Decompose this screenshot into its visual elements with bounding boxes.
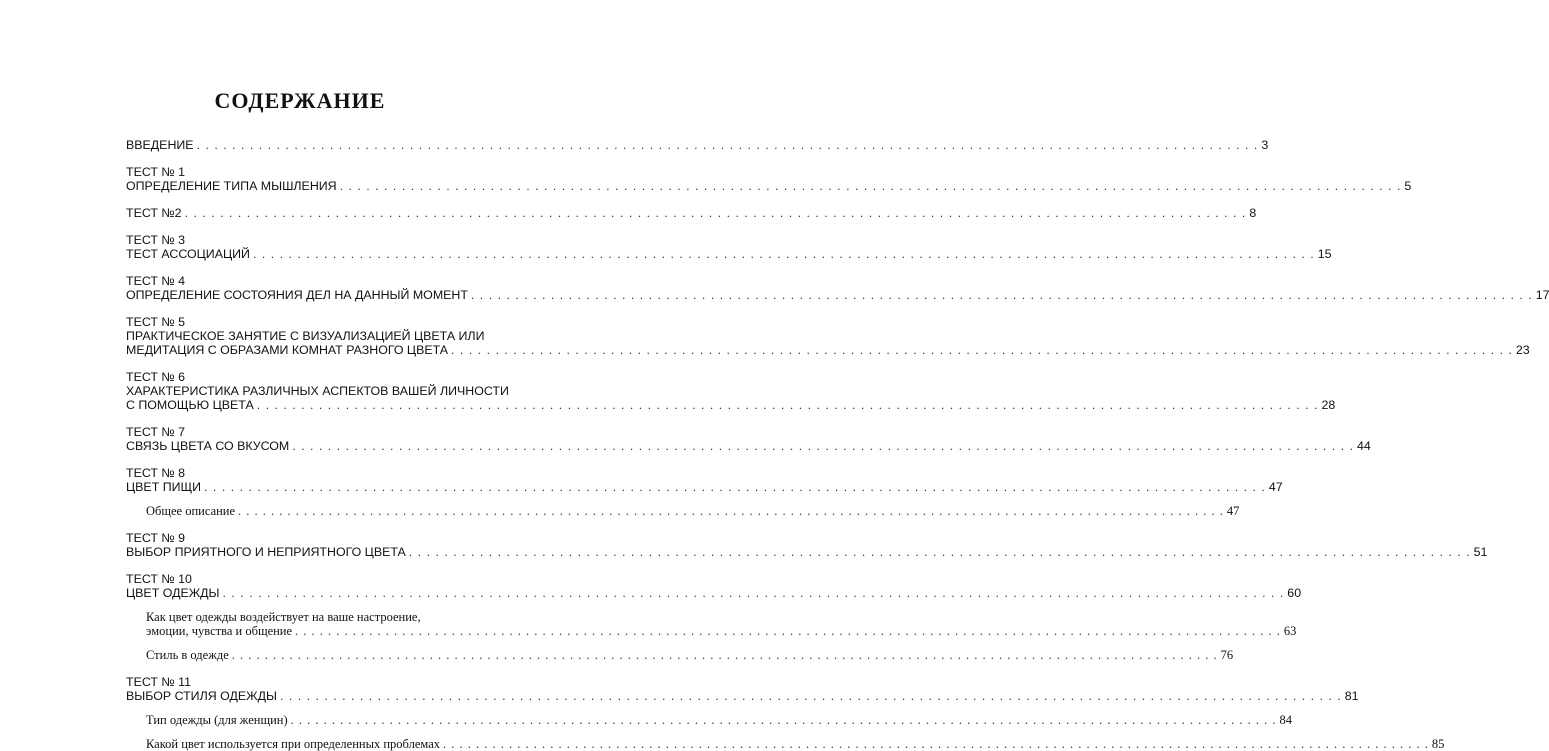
- toc-line: [126, 624, 1297, 638]
- toc-entry-title: ТЕСТ № 10: [126, 572, 192, 586]
- dot-leader: . . . . . . . . . . . . . . . . . . . . . . . . . . . . . . . . . . . . . . . . . . . . . . . . . . . . . . . . . . . . . . . . . . . . . . . . . . . . . . . . . . . . . . . . . . . . . . . . . . . . . . . . . . . . . . . . . . . . . . . .: [290, 713, 1277, 727]
- toc-subentry[interactable]: [126, 610, 1297, 638]
- toc-entry-title: ЦВЕТ ПИЩИ: [126, 480, 202, 494]
- toc-entry[interactable]: [126, 233, 1332, 261]
- toc-line: [126, 675, 504, 689]
- toc-page-number: 44: [1357, 439, 1371, 453]
- toc-entry-title: СВЯЗЬ ЦВЕТА СО ВКУСОМ: [126, 439, 290, 453]
- toc-subentry[interactable]: [126, 504, 1240, 518]
- dot-leader: . . . . . . . . . . . . . . . . . . . . . . . . . . . . . . . . . . . . . . . . . . . . . . . . . . . . . . . . . . . . . . . . . . . . . . . . . . . . . . . . . . . . . . . . . . . . . . . . . . . . . . . . . . . . . . . . . . . . . . . .: [238, 504, 1224, 518]
- toc-line: [126, 343, 1530, 357]
- toc-entry-title: ТЕСТ № 8: [126, 466, 186, 480]
- toc-entry[interactable]: [126, 675, 1359, 703]
- toc-page-number: 5: [1404, 179, 1412, 193]
- toc-entry[interactable]: [126, 531, 1488, 559]
- toc-line: [126, 425, 504, 439]
- dot-leader: . . . . . . . . . . . . . . . . . . . . . . . . . . . . . . . . . . . . . . . . . . . . . . . . . . . . . . . . . . . . . . . . . . . . . . . . . . . . . . . . . . . . . . . . . . . . . . . . . . . . . . . . . . . . . . . . . . . . . . . .: [231, 648, 1218, 662]
- toc-line: [126, 572, 504, 586]
- dot-leader: . . . . . . . . . . . . . . . . . . . . . . . . . . . . . . . . . . . . . . . . . . . . . . . . . . . . . . . . . . . . . . . . . . . . . . . . . . . . . . . . . . . . . . . . . . . . . . . . . . . . . . . . . . . . . . . . . . . . . . . .: [443, 737, 1429, 751]
- toc-subentry[interactable]: [126, 713, 1293, 727]
- toc-entry[interactable]: [126, 425, 1371, 453]
- dot-leader: . . . . . . . . . . . . . . . . . . . . . . . . . . . . . . . . . . . . . . . . . . . . . . . . . . . . . . . . . . . . . . . . . . . . . . . . . . . . . . . . . . . . . . . . . . . . . . . . . . . . . . . . . . . . . . . . . . . . . . . .: [292, 439, 1355, 453]
- toc-entry[interactable]: [126, 274, 1549, 302]
- toc-page-number: 3: [1261, 138, 1269, 152]
- toc-line: [126, 384, 509, 398]
- toc-line: [126, 439, 1371, 453]
- toc-page-number: 81: [1344, 689, 1359, 703]
- toc-line: [126, 315, 504, 329]
- toc-page-number: 17: [1535, 288, 1549, 302]
- toc-entry-title: ТЕСТ № 9: [126, 531, 186, 545]
- toc-entry-title: ЦВЕТ ОДЕЖДЫ: [126, 586, 220, 600]
- toc-page-number: 84: [1279, 713, 1293, 727]
- toc-entry[interactable]: [126, 138, 1269, 152]
- toc-entry-title: Тип одежды (для женщин): [146, 713, 288, 727]
- toc-entry-title: ТЕСТ № 6: [126, 370, 186, 384]
- toc-entry[interactable]: [126, 572, 1302, 600]
- toc-page-number: 8: [1249, 206, 1257, 220]
- toc-entry-title: ТЕСТ №2: [126, 206, 182, 220]
- toc-line: [126, 165, 504, 179]
- dot-leader: . . . . . . . . . . . . . . . . . . . . . . . . . . . . . . . . . . . . . . . . . . . . . . . . . . . . . . . . . . . . . . . . . . . . . . . . . . . . . . . . . . . . . . . . . . . . . . . . . . . . . . . . . . . . . . . . . . . . . . . .: [451, 343, 1513, 357]
- toc-page-number: 23: [1515, 343, 1530, 357]
- toc-line: [126, 398, 1336, 412]
- toc-line: [126, 233, 504, 247]
- dot-leader: . . . . . . . . . . . . . . . . . . . . . . . . . . . . . . . . . . . . . . . . . . . . . . . . . . . . . . . . . . . . . . . . . . . . . . . . . . . . . . . . . . . . . . . . . . . . . . . . . . . . . . . . . . . . . . . . . . . . . . . .: [256, 398, 1319, 412]
- toc-line: [126, 466, 504, 480]
- toc-entry[interactable]: [126, 315, 1530, 357]
- toc-entry-title: ТЕСТ № 11: [126, 675, 191, 689]
- toc-line: [126, 370, 504, 384]
- toc-page-number: 28: [1321, 398, 1336, 412]
- toc-page-number: 47: [1226, 504, 1240, 518]
- toc-page-number: 63: [1283, 624, 1297, 638]
- toc-line: [126, 247, 1332, 261]
- toc-entry-title: ВЫБОР ПРИЯТНОГО И НЕПРИЯТНОГО ЦВЕТА: [126, 545, 406, 559]
- toc-entry-title: ХАРАКТЕРИСТИКА РАЗЛИЧНЫХ АСПЕКТОВ ВАШЕЙ ЛИЧНОСТИ: [126, 384, 509, 398]
- dot-leader: . . . . . . . . . . . . . . . . . . . . . . . . . . . . . . . . . . . . . . . . . . . . . . . . . . . . . . . . . . . . . . . . . . . . . . . . . . . . . . . . . . . . . . . . . . . . . . . . . . . . . . . . . . . . . . . . . . . . . . . .: [279, 689, 1342, 703]
- toc-entry-title: Как цвет одежды воздействует на ваше настроение,: [146, 610, 421, 624]
- toc-page-number: 85: [1431, 737, 1445, 751]
- toc-line: [126, 737, 1445, 751]
- toc-entry-title: ТЕСТ АССОЦИАЦИЙ: [126, 247, 250, 261]
- toc-entry[interactable]: [126, 466, 1283, 494]
- toc-entry-title: ВЫБОР СТИЛЯ ОДЕЖДЫ: [126, 689, 277, 703]
- toc-entry[interactable]: [126, 206, 1257, 220]
- toc-line: [126, 138, 1269, 152]
- toc-entry-title: МЕДИТАЦИЯ С ОБРАЗАМИ КОМНАТ РАЗНОГО ЦВЕТА: [126, 343, 449, 357]
- toc-entry[interactable]: [126, 165, 1412, 193]
- toc-subentry[interactable]: [126, 648, 1234, 662]
- table-of-contents: [126, 138, 1549, 751]
- toc-entry-title: ТЕСТ № 1: [126, 165, 186, 179]
- dot-leader: . . . . . . . . . . . . . . . . . . . . . . . . . . . . . . . . . . . . . . . . . . . . . . . . . . . . . . . . . . . . . . . . . . . . . . . . . . . . . . . . . . . . . . . . . . . . . . . . . . . . . . . . . . . . . . . . . . . . . . . .: [196, 138, 1259, 152]
- toc-page-number: 60: [1287, 586, 1302, 600]
- toc-entry-title: ОПРЕДЕЛЕНИЕ СОСТОЯНИЯ ДЕЛ НА ДАННЫЙ МОМЕНТ: [126, 288, 468, 302]
- dot-leader: . . . . . . . . . . . . . . . . . . . . . . . . . . . . . . . . . . . . . . . . . . . . . . . . . . . . . . . . . . . . . . . . . . . . . . . . . . . . . . . . . . . . . . . . . . . . . . . . . . . . . . . . . . . . . . . . . . . . . . . .: [408, 545, 1471, 559]
- dot-leader: . . . . . . . . . . . . . . . . . . . . . . . . . . . . . . . . . . . . . . . . . . . . . . . . . . . . . . . . . . . . . . . . . . . . . . . . . . . . . . . . . . . . . . . . . . . . . . . . . . . . . . . . . . . . . . . . . . . . . . . .: [184, 206, 1247, 220]
- toc-line: [126, 206, 1257, 220]
- dot-leader: . . . . . . . . . . . . . . . . . . . . . . . . . . . . . . . . . . . . . . . . . . . . . . . . . . . . . . . . . . . . . . . . . . . . . . . . . . . . . . . . . . . . . . . . . . . . . . . . . . . . . . . . . . . . . . . . . . . . . . . .: [295, 624, 1281, 638]
- toc-line: [126, 610, 504, 624]
- toc-page-number: 51: [1473, 545, 1488, 559]
- toc-entry-title: С ПОМОЩЬЮ ЦВЕТА: [126, 398, 254, 412]
- toc-page-number: 47: [1268, 480, 1283, 494]
- toc-entry-title: Какой цвет используется при определенных проблемах: [146, 737, 440, 751]
- dot-leader: . . . . . . . . . . . . . . . . . . . . . . . . . . . . . . . . . . . . . . . . . . . . . . . . . . . . . . . . . . . . . . . . . . . . . . . . . . . . . . . . . . . . . . . . . . . . . . . . . . . . . . . . . . . . . . . . . . . . . . . .: [470, 288, 1533, 302]
- dot-leader: . . . . . . . . . . . . . . . . . . . . . . . . . . . . . . . . . . . . . . . . . . . . . . . . . . . . . . . . . . . . . . . . . . . . . . . . . . . . . . . . . . . . . . . . . . . . . . . . . . . . . . . . . . . . . . . . . . . . . . . .: [204, 480, 1266, 494]
- toc-entry-title: Стиль в одежде: [146, 648, 229, 662]
- toc-line: [126, 713, 1293, 727]
- dot-leader: . . . . . . . . . . . . . . . . . . . . . . . . . . . . . . . . . . . . . . . . . . . . . . . . . . . . . . . . . . . . . . . . . . . . . . . . . . . . . . . . . . . . . . . . . . . . . . . . . . . . . . . . . . . . . . . . . . . . . . . .: [252, 247, 1315, 261]
- dot-leader: . . . . . . . . . . . . . . . . . . . . . . . . . . . . . . . . . . . . . . . . . . . . . . . . . . . . . . . . . . . . . . . . . . . . . . . . . . . . . . . . . . . . . . . . . . . . . . . . . . . . . . . . . . . . . . . . . . . . . . . .: [222, 586, 1285, 600]
- toc-entry-title: ТЕСТ № 4: [126, 274, 186, 288]
- toc-line: [126, 545, 1488, 559]
- toc-line: [126, 329, 504, 343]
- toc-line: [126, 274, 504, 288]
- toc-entry-title: эмоции, чувства и общение: [146, 624, 293, 638]
- toc-line: [126, 179, 1412, 193]
- toc-entry-title: ТЕСТ № 5: [126, 315, 186, 329]
- toc-subentry[interactable]: [126, 737, 1445, 751]
- toc-line: [126, 586, 1302, 600]
- toc-line: [126, 689, 1359, 703]
- page-title: СОДЕРЖАНИЕ: [214, 88, 386, 113]
- toc-page-number: 15: [1317, 247, 1332, 261]
- toc-entry-title: ВВЕДЕНИЕ: [126, 138, 194, 152]
- toc-entry-title: ТЕСТ № 3: [126, 233, 186, 247]
- toc-entry-title: ПРАКТИЧЕСКОЕ ЗАНЯТИЕ С ВИЗУАЛИЗАЦИЕЙ ЦВЕТА ИЛИ: [126, 329, 485, 343]
- toc-page-number: 76: [1220, 648, 1234, 662]
- toc-entry[interactable]: [126, 370, 1336, 412]
- toc-entry-title: ТЕСТ № 7: [126, 425, 186, 439]
- toc-line: [126, 648, 1234, 662]
- toc-entry-title: ОПРЕДЕЛЕНИЕ ТИПА МЫШЛЕНИЯ: [126, 179, 337, 193]
- toc-line: [126, 480, 1283, 494]
- toc-line: [126, 504, 1240, 518]
- toc-entry-title: Общее описание: [146, 504, 236, 518]
- toc-line: [126, 531, 504, 545]
- dot-leader: . . . . . . . . . . . . . . . . . . . . . . . . . . . . . . . . . . . . . . . . . . . . . . . . . . . . . . . . . . . . . . . . . . . . . . . . . . . . . . . . . . . . . . . . . . . . . . . . . . . . . . . . . . . . . . . . . . . . . . . .: [339, 179, 1402, 193]
- toc-line: [126, 288, 1549, 302]
